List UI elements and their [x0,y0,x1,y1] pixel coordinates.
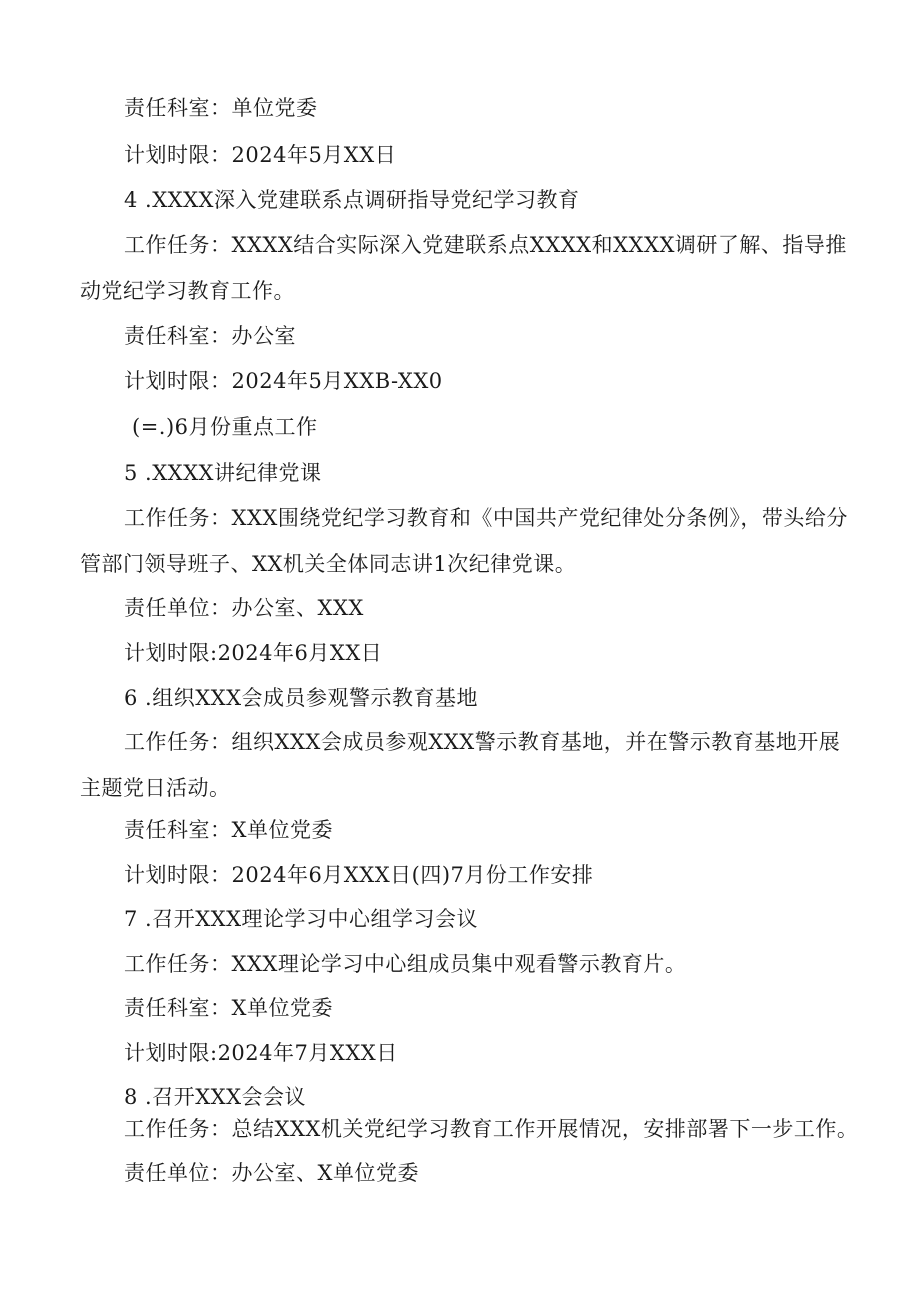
deadline-line: 计划时限:2024年7月XXX日 [124,1041,398,1065]
item-heading-4: 4 .XXXX深入党建联系点调研指导党纪学习教育 [124,188,580,212]
deadline-line: 计划时限：2024年6月XXX日(四)7月份工作安排 [124,863,594,887]
deadline-line: 计划时限:2024年6月XX日 [124,641,383,665]
responsible-office-line: 责任科室：X单位党委 [124,996,333,1020]
deadline-line: 计划时限：2024年5月XXB-XX0 [124,369,443,393]
task-paragraph-4: 工作任务：XXXX结合实际深入党建联系点XXXX和XXXX调研了解、指导推动党纪学习教育工作。 [80,233,847,303]
responsible-unit-line: 责任单位：办公室、X单位党委 [124,1161,419,1185]
item-heading-6: 6 .组织XXX会成员参观警示教育基地 [124,686,479,710]
task-line-7: 工作任务：XXX理论学习中心组成员集中观看警示教育片。 [124,952,687,976]
item-heading-8: 8 .召开XXX会会议 [124,1085,307,1109]
responsible-office-line: 责任科室：单位党委 [124,96,318,120]
task-line-8: 工作任务：总结XXX机关党纪学习教育工作开展情况，安排部署下一步工作。 [124,1117,859,1141]
item-heading-5: 5 .XXXX讲纪律党课 [124,461,322,485]
section-heading-june: (=.)6月份重点工作 [132,415,318,439]
task-paragraph-5: 工作任务：XXX围绕党纪学习教育和《中国共产党纪律处分条例》，带头给分管部门领导班子、XX机关全体同志讲1次纪律党课。 [80,506,848,576]
task-paragraph-6: 工作任务：组织XXX会成员参观XXX警示教育基地，并在警示教育基地开展主题党日活动。 [80,730,841,800]
deadline-line: 计划时限：2024年5月XX日 [124,143,397,167]
responsible-office-line: 责任科室：X单位党委 [124,818,333,842]
item-heading-7: 7 .召开XXX理论学习中心组学习会议 [124,907,479,931]
responsible-office-line: 责任科室：办公室 [124,324,296,348]
responsible-unit-line: 责任单位：办公室、XXX [124,596,364,620]
